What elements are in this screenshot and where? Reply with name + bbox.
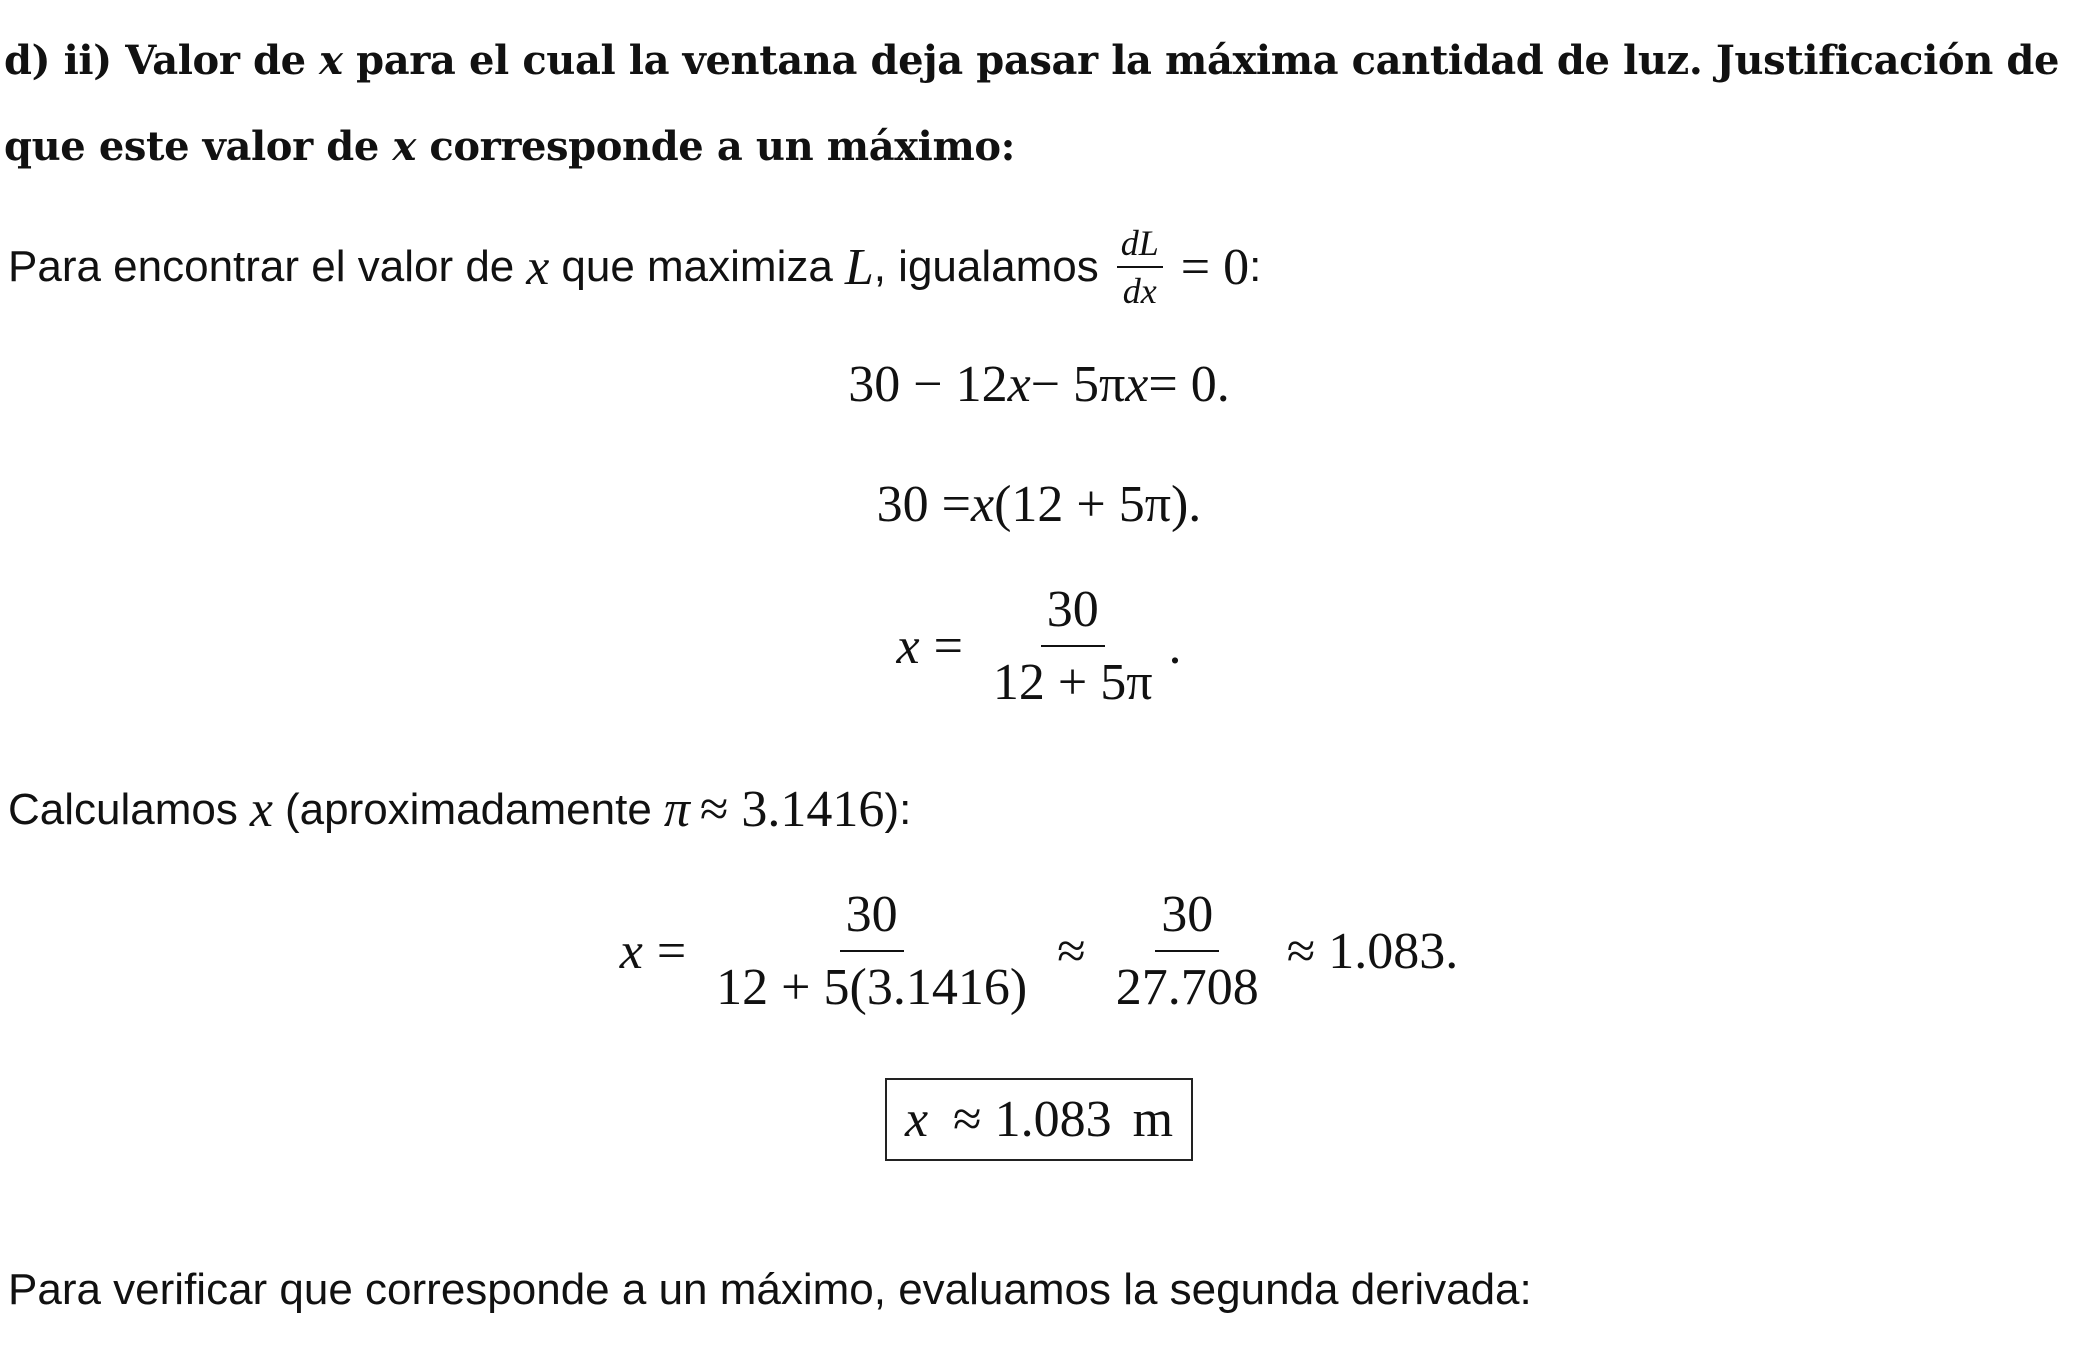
result-var-x: x (904, 1091, 929, 1148)
calc-fraction-2-denominator: 27.708 (1115, 959, 1259, 1016)
result-value: ≈ 1.083 (953, 1091, 1112, 1148)
calc-approx-1: ≈ (1057, 922, 1086, 980)
equation-3 (0, 580, 2078, 712)
intro-text-3: , igualamos (873, 242, 1099, 291)
calc-intro-text-2: (aproximadamente (284, 784, 652, 834)
intro-var-x: x (526, 238, 550, 296)
calc-equals: = (656, 922, 687, 980)
intro-line (8, 222, 1261, 312)
calc-fraction-2 (1110, 885, 1265, 1017)
derivative-fraction (1117, 222, 1163, 312)
intro-text-4: : (1249, 242, 1262, 291)
intro-text-2: que maximiza (561, 242, 833, 291)
eq3-fraction (987, 580, 1159, 712)
result-unit: m (1132, 1091, 1174, 1148)
verify-line: Para verificar que corresponde a un máximo, evaluamos la segunda derivada: (8, 1265, 1532, 1314)
eq2-part-a: 30 = (876, 476, 971, 533)
derivative-numerator: dL (1117, 222, 1163, 268)
calc-lhs: x (619, 922, 643, 980)
calc-fraction-1 (710, 885, 1033, 1017)
calc-approx-2: ≈ 1.083. (1286, 922, 1459, 980)
result-row (0, 1078, 2078, 1161)
heading-part-2: para el cual la ventana deja pasar la máxima cantidad de luz. Justificación de que este valor de (4, 37, 2060, 170)
eq2-var-x: x (971, 476, 995, 533)
calc-fraction-2-numerator: 30 (1155, 885, 1219, 952)
heading-part-1: d) ii) Valor de (4, 37, 320, 84)
heading-var-x-2: x (392, 123, 416, 170)
eq1-var-x-2: x (1125, 356, 1149, 413)
derivative-denominator: dx (1122, 271, 1157, 311)
calc-intro-approx: ≈ 3.1416 (699, 781, 885, 838)
calculation-equation (0, 885, 2078, 1017)
eq1-var-x: x (1007, 356, 1031, 413)
intro-text-1: Para encontrar el valor de (8, 242, 515, 291)
eq3-denominator: 12 + 5π (992, 654, 1153, 711)
boxed-result (885, 1078, 1193, 1161)
heading-var-x: x (319, 37, 343, 84)
section-heading (4, 18, 2074, 190)
equation-1 (0, 355, 2078, 414)
eq1-part-c: = 0. (1148, 356, 1230, 413)
calc-intro-var-x: x (249, 781, 273, 838)
calc-intro-text-1: Calculamos (8, 784, 238, 834)
eq1-part-b: − 5π (1030, 356, 1126, 413)
equation-2 (0, 475, 2078, 534)
derivative-rhs: = 0 (1180, 238, 1250, 296)
intro-var-L: L (844, 238, 874, 296)
eq3-lhs: x (896, 617, 920, 675)
eq3-equals: = (933, 617, 963, 675)
calc-fraction-1-denominator: 12 + 5(3.1416) (716, 959, 1028, 1016)
calc-intro-pi: π (663, 781, 690, 838)
eq3-tail: . (1168, 617, 1182, 675)
eq3-numerator: 30 (1041, 580, 1105, 647)
calc-intro-text-3: ): (884, 784, 912, 834)
eq1-part-a: 30 − 12 (848, 356, 1008, 413)
calc-fraction-1-numerator: 30 (840, 885, 904, 952)
calc-intro-line (8, 780, 911, 839)
eq2-part-b: (12 + 5π). (994, 476, 1202, 533)
heading-part-3: corresponde a un máximo: (415, 123, 1016, 170)
